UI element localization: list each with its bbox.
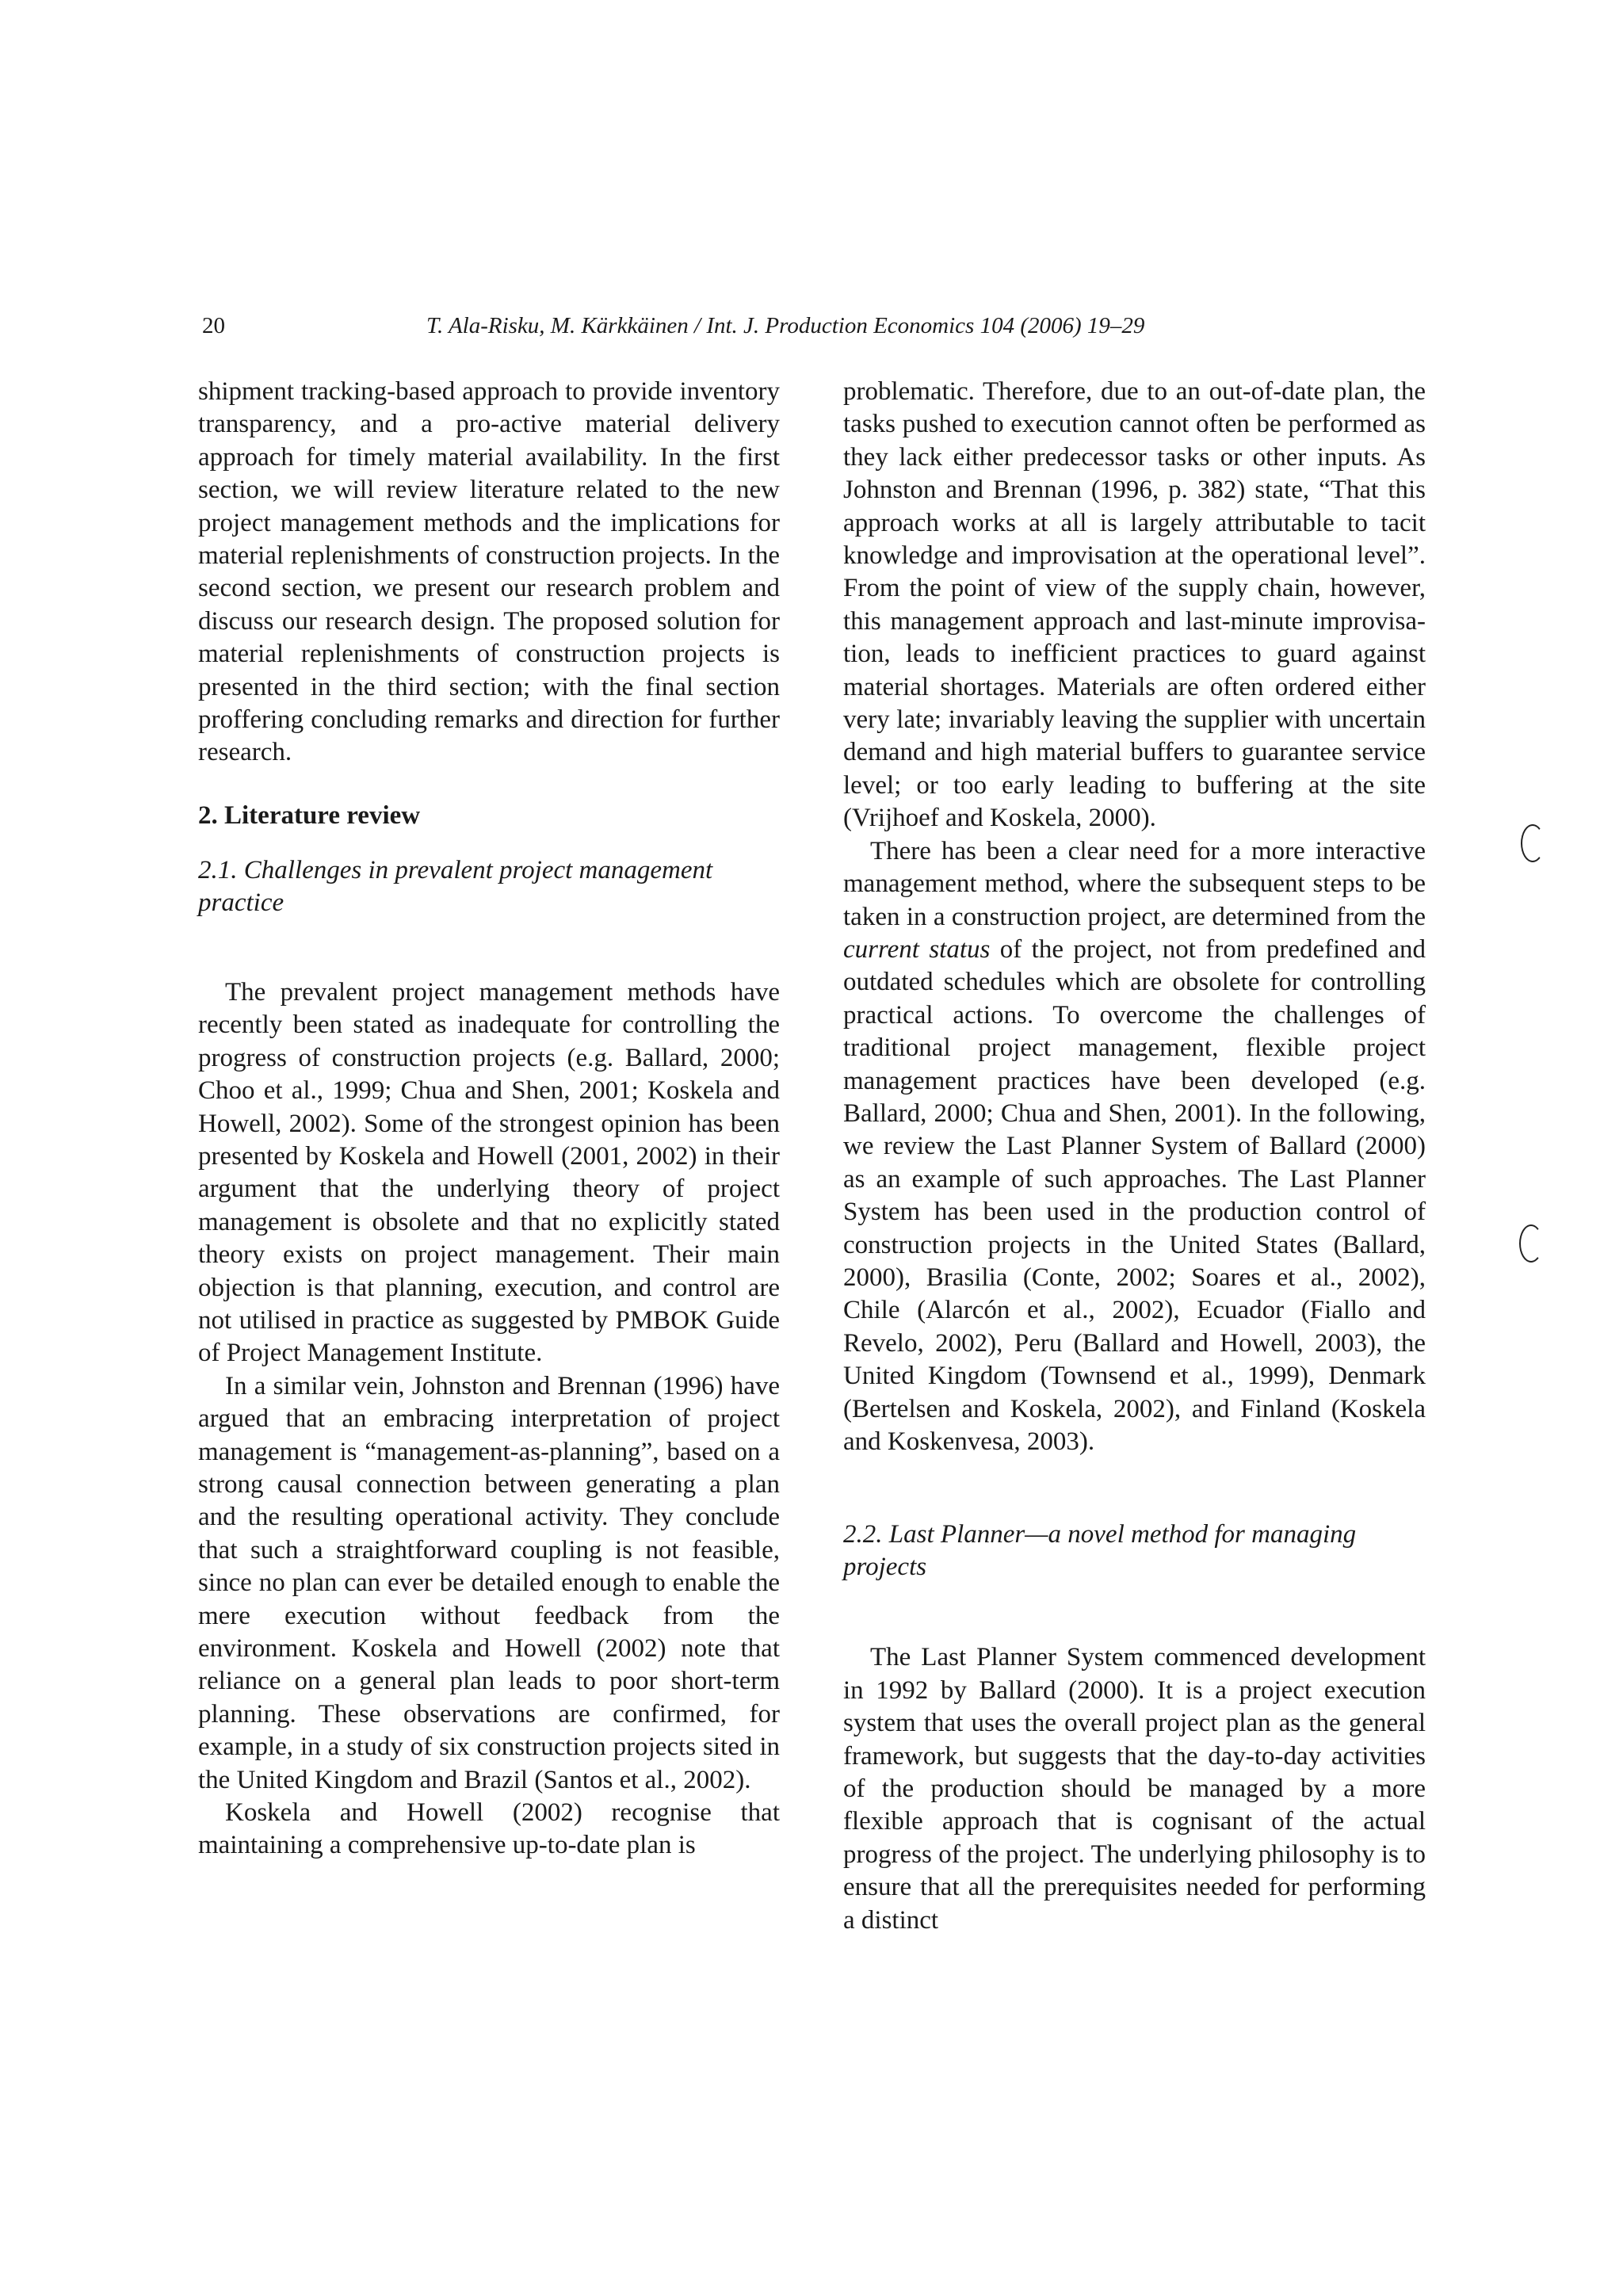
body-paragraph xyxy=(843,835,1426,1459)
left-column xyxy=(198,376,780,1862)
paragraph-text: There has been a clear need for a more interactive management method, where the subsequent steps to be taken in a construction project, are determined from the xyxy=(843,836,1426,931)
body-paragraph: Koskela and Howell (2002) recognise that maintaining a comprehensive up-to-date plan is xyxy=(198,1798,780,1860)
paragraph-text: of the project, not from predefined and outdated schedules which are obsolete for controlling practical actions. To overcome the challenges of traditional project management, flexible project management practices have been developed (e.g. Ballard, 2000; Chua and Shen, 2001). In the following, we review the Last Planner System of Ballard (2000) as an example of such approaches. The Last Planner System has been used in the production control of construction projects in the United States (Ballard, 2000), Brasilia (Conte, 2002; Soares et al., 2002), Chile (Alarcón et al., 2002), Ecuador (Fiallo and Revelo, 2002), Peru (Ballard and Howell, 2003), the United Kingdom (Townsend et al., 1999), Denmark (Bertelsen and Koskela, 2002), and Finland (Koskela and Koskenvesa, 2003). xyxy=(843,934,1426,1456)
binder-hole-mark xyxy=(1521,824,1545,862)
body-paragraph: The prevalent project management methods have recently been stated as inadequate for controlling the progress of construction projects (e.g. Ballard, 2000; Choo et al., 1999; Chua and Shen, 2001; Koskela and Howell, 2002). Some of the strongest opinion has been presented by Koskela and Howell (2001, 2002) in their argument that the underlying theory of project management is obsolete and that no explicitly stated theory exists on project management. Their main objection is that planning, execution, and control are not utilised in practice as suggested by PMBOK Guide of Project Management Institute. xyxy=(198,977,780,1368)
running-head: T. Ala-Risku, M. Kärkkäinen / Int. J. Production Economics 104 (2006) 19–29 xyxy=(426,313,1145,338)
binder-hole-mark xyxy=(1519,1224,1543,1263)
subsection-heading-last-planner: 2.2. Last Planner—a novel method for managing projects xyxy=(843,1520,1357,1582)
body-paragraph: In a similar vein, Johnston and Brennan (1996) have argued that an embracing interpretation of project management is “management-as-planning”, based on a strong causal connection between generating a plan and the resulting operational activity. They conclude that such a straightforward coupling is not feasible, since no plan can ever be detailed enough to enable the mere execution without feedback from the environment. Koskela and Howell (2002) note that reliance on a general plan leads to poor short-term planning. These observations are confirmed, for example, in a study of six construction projects sited in the United Kingdom and Brazil (Santos et al., 2002). xyxy=(198,1371,780,1794)
right-column xyxy=(843,376,1426,1937)
page-number: 20 xyxy=(202,313,225,338)
subsection-heading-challenges: 2.1. Challenges in prevalent project management practice xyxy=(198,855,713,917)
section-heading-literature-review: 2. Literature review xyxy=(198,800,421,830)
body-paragraph: problematic. Therefore, due to an out-of-date plan, the tasks pushed to execution cannot often be performed as they lack either predecessor tasks or other inputs. As Johnston and Brennan (1996, p. 382) state, “That this approach works at all is largely attributable to tacit knowledge and improvisation at the operational level”. From the point of view of the supply chain, however, this management approach and last-minute improvisation, leads to inefficient practices to guard against material shortages. Materials are often ordered either very late; invariably leaving the supplier with uncertain demand and high material buffers to guarantee service level; or too early leading to buffering at the site (Vrijhoef and Koskela, 2000). xyxy=(843,377,1426,833)
body-paragraph: The Last Planner System commenced development in 1992 by Ballard (2000). It is a project execution system that uses the overall project plan as the general framework, but suggests that the day-to-day activities of the production should be managed by a more flexible approach that is cognisant of the actual progress of the project. The underlying philosophy is to ensure that all the prerequisites needed for performing a distinct xyxy=(843,1643,1426,1935)
intro-paragraph: shipment tracking-based approach to provide inventory transparency, and a pro-active material delivery approach for timely material availability. In the first section, we will review literature related to the new project management methods and the implications for material replenishments of construction projects. In the second section, we present our research problem and discuss our research design. The proposed solution for material replenishments of construction projects is presented in the third section; with the final section proffering concluding remarks and direction for further research. xyxy=(198,377,780,767)
emphasis-text: current status xyxy=(843,934,991,964)
